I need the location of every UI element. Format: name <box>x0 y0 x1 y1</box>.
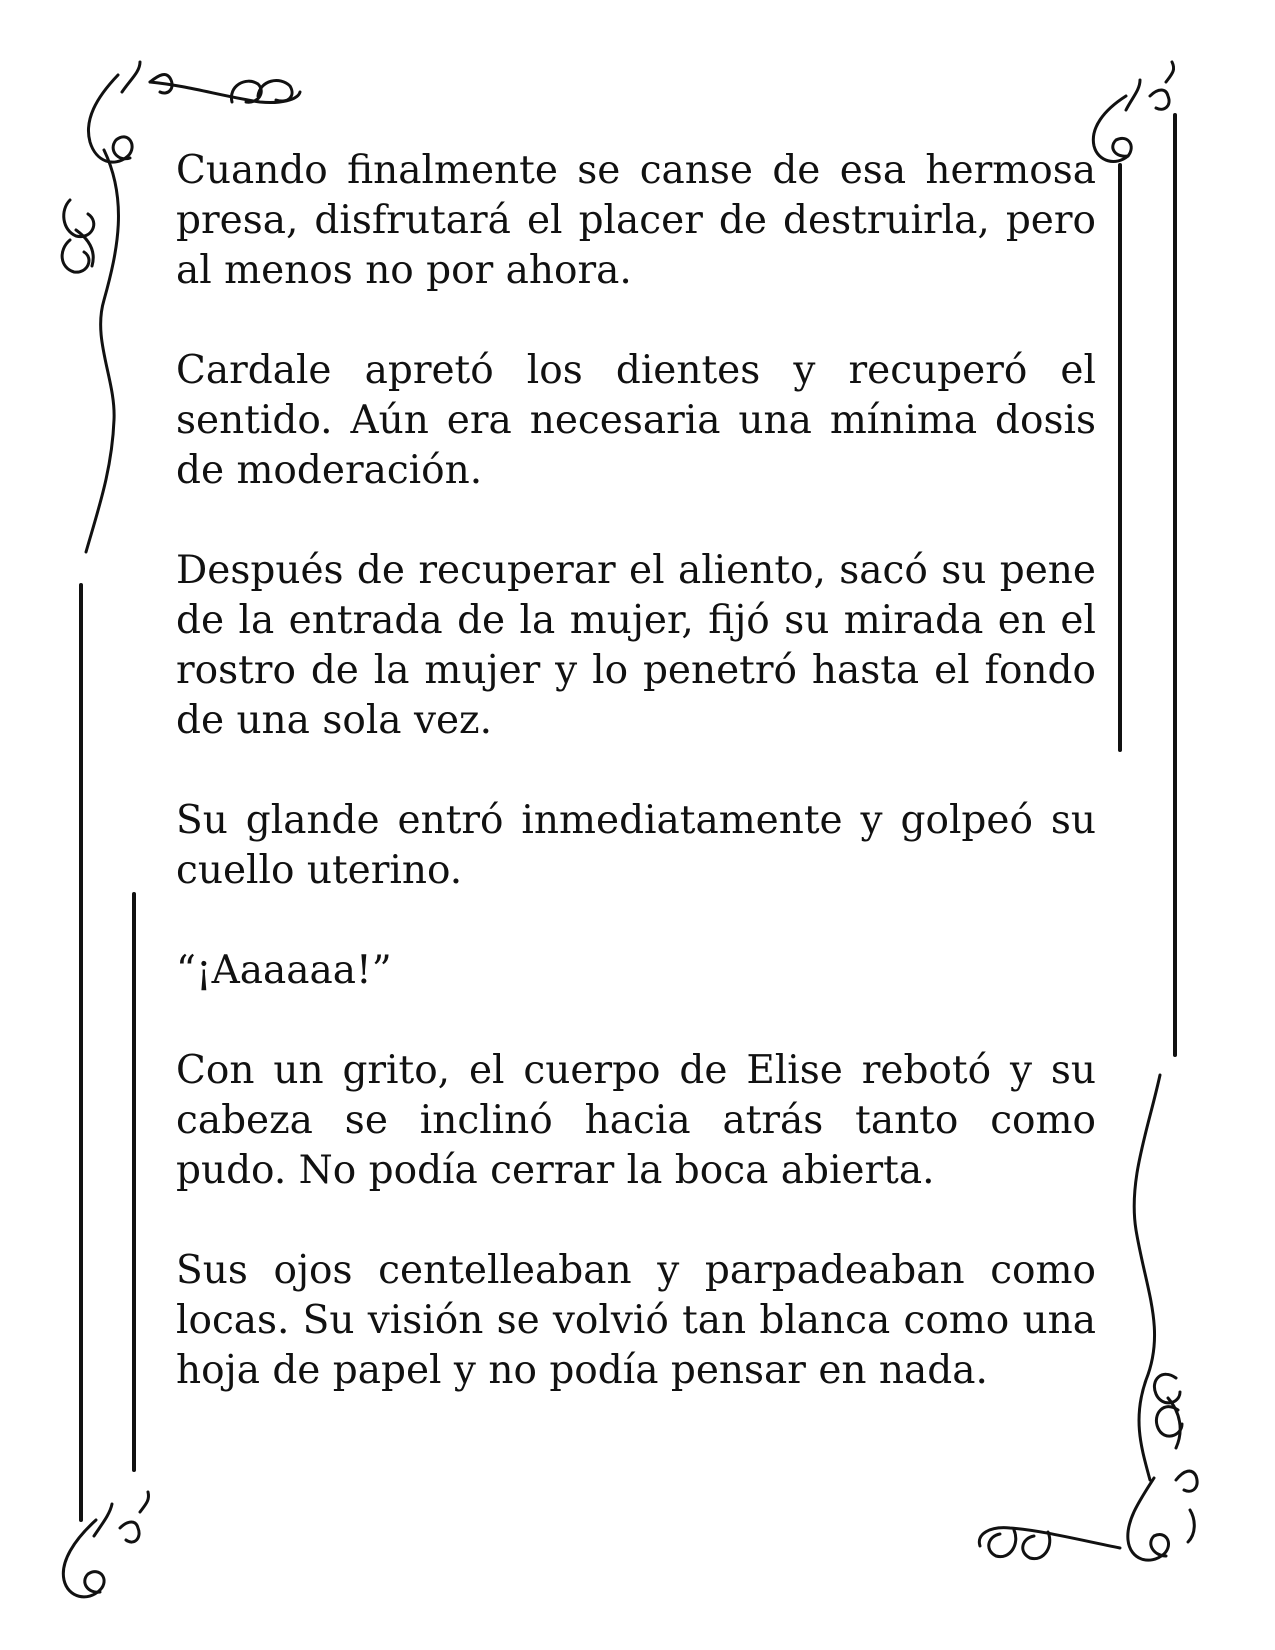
paragraph: “¡Aaaaaa!” <box>176 948 392 993</box>
top-right-flourish <box>1093 62 1173 161</box>
document-body <box>176 146 1096 1446</box>
paragraph: Después de recuperar el aliento, sacó su pene de la entrada de la mujer, fijó su mirada en el rostro de la mujer y lo penetró hasta el fondo de una sola vez. <box>176 548 1096 743</box>
bottom-left-flourish <box>63 1492 148 1597</box>
paragraph: Sus ojos centelleaban y parpadeaban como locas. Su visión se volvió tan blanca como una hoja de papel y no podía pensar en nada. <box>176 1248 1096 1393</box>
left-wavy-vine <box>86 150 118 552</box>
paragraph: Cuando finalmente se canse de esa hermosa presa, disfrutará el placer de destruirla, pero al menos no por ahora. <box>176 148 1096 293</box>
paragraph: Con un grito, el cuerpo de Elise rebotó y su cabeza se inclinó hacia atrás tanto como pudo. No podía cerrar la boca abierta. <box>176 1048 1096 1193</box>
paragraph: Cardale apretó los dientes y recuperó el sentido. Aún era necesaria una mínima dosis de moderación. <box>176 348 1096 493</box>
paragraph: Su glande entró inmediatamente y golpeó su cuello uterino. <box>176 798 1096 893</box>
